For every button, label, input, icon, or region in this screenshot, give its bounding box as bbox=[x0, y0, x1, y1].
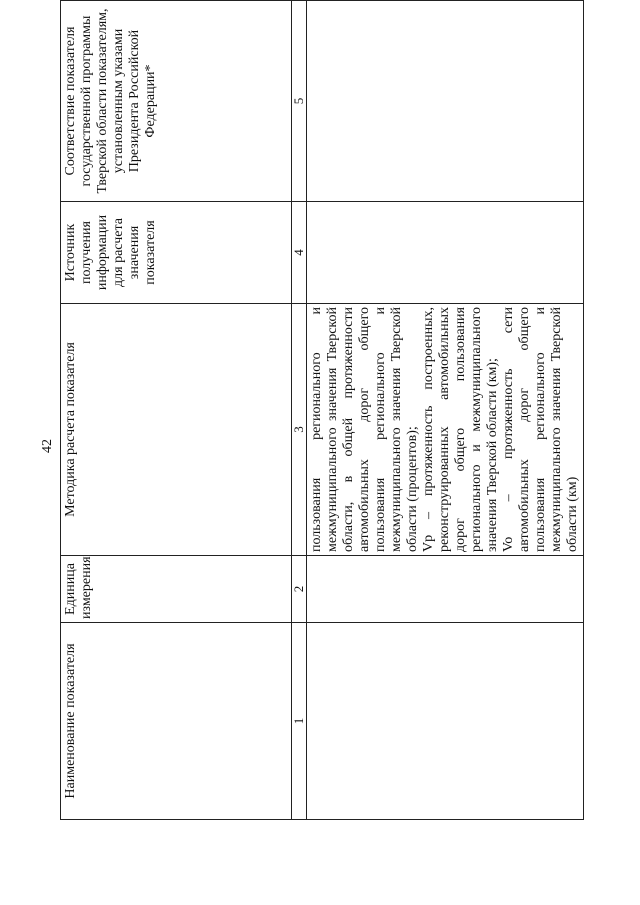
method-paragraph: пользования регионального и межмуниципального значения Тверской области, в общей протяженности автомобильных дорог общего пользования регионального и межмуниципального значения Тверской области (процентов); bbox=[309, 307, 420, 552]
header-compliance: Соответствие показателя государственной программы Тверской области показателям, установленным указами Президента Российской Федерации* bbox=[61, 1, 292, 202]
column-number: 2 bbox=[292, 556, 307, 623]
cell-indicator-name bbox=[307, 623, 584, 820]
cell-method bbox=[307, 304, 584, 556]
column-number: 5 bbox=[292, 1, 307, 202]
indicator-table bbox=[60, 0, 584, 820]
table-row bbox=[307, 1, 584, 820]
column-number: 3 bbox=[292, 304, 307, 556]
header-source: Источник получения информации для расчета значения показателя bbox=[61, 202, 292, 304]
column-number: 1 bbox=[292, 623, 307, 820]
cell-source bbox=[307, 202, 584, 304]
header-indicator-name: Наименование показателя bbox=[61, 623, 292, 820]
method-paragraph: Vo – протяженность сети автомобильных дорог общего пользования регионального и межмуниципального значения Тверской области (км) bbox=[501, 307, 580, 552]
column-number-row bbox=[292, 1, 307, 820]
header-unit: Единица измерения bbox=[61, 556, 292, 623]
rotated-table-wrapper bbox=[60, 8, 580, 820]
cell-unit bbox=[307, 556, 584, 623]
table-header-row bbox=[61, 1, 292, 820]
column-number: 4 bbox=[292, 202, 307, 304]
header-method: Методика расчета показателя bbox=[61, 304, 292, 556]
cell-compliance bbox=[307, 1, 584, 202]
page-number: 42 bbox=[40, 439, 55, 453]
method-paragraph: Vp – протяженность построенных, реконструированных автомобильных дорог общего пользования регионального и межмуниципального значения Тверской области (км); bbox=[421, 307, 500, 552]
